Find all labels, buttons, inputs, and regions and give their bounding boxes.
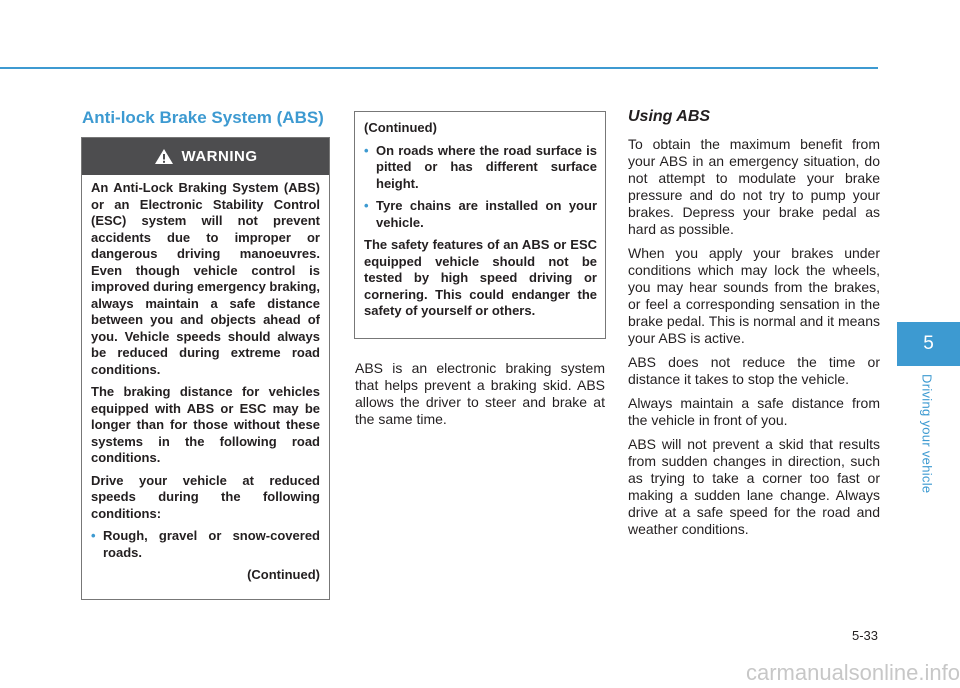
abs-description-column [355,360,605,435]
warning-paragraph: An Anti-Lock Braking System (ABS) or an Electronic Stability Control (ESC) system will not prevent accidents due to improper or dangerous driving manoeuvres. Even though vehicle control is improved during emergency braking, always maintain a safe distance between you and objects ahead of you. Vehicle speeds should always be reduced during extreme road conditions. [91,180,320,377]
continued-note: (Continued) [247,567,320,582]
bullet-text: Rough, gravel or snow-covered roads. [103,528,320,560]
chapter-tab [897,322,960,366]
abs-description: ABS is an electronic braking system that helps prevent a braking skid. ABS allows the driver to steer and brake at the same time. [355,360,605,427]
bullet-dot-icon: • [364,142,369,158]
continued-warning-box [354,111,606,339]
warning-label: WARNING [181,148,258,165]
warning-body [82,175,329,584]
using-abs-heading: Using ABS [628,108,711,125]
bullet-text: Tyre chains are installed on your vehicle. [376,198,597,230]
body-paragraph: ABS does not reduce the time or distance it takes to stop the vehicle. [628,354,880,387]
continued-paragraph: The safety features of an ABS or ESC equipped vehicle should not be tested by high speed driving or cornering. This could endanger the safety of yourself or others. [364,237,597,318]
warning-header [82,138,329,175]
bullet-dot-icon: • [91,528,96,543]
continued-header: (Continued) [364,120,437,135]
warning-box [81,137,330,600]
continued-bullet [364,198,597,231]
warning-paragraph: Drive your vehicle at reduced speeds during the following conditions: [91,472,320,521]
chapter-label: Driving your vehicle [919,374,935,494]
warning-paragraph: The braking distance for vehicles equipped with ABS or ESC may be longer than for those without these systems in the following road conditions. [91,384,320,465]
page-number: 5-33 [851,628,878,643]
chapter-number: 5 [923,333,934,354]
body-paragraph: Always maintain a safe distance from the vehicle in front of you. [628,395,880,428]
body-paragraph: To obtain the maximum benefit from your ABS in an emergency situation, do not attempt to modulate your brake pressure and do not try to pump your brakes. Depress your brake pedal as hard as possible. [628,136,880,237]
watermark: carmanualsonline.info [745,660,960,685]
continued-bullet [364,143,597,193]
bullet-text: On roads where the road surface is pitted or has different surface height. [376,142,597,191]
using-abs-column [628,108,880,545]
body-paragraph: When you apply your brakes under conditions which may lock the wheels, you may hear sounds from the brakes, or feel a corresponding sensation in the brake pedal. This is normal and it means your ABS is active. [628,245,880,346]
warning-triangle-icon [154,148,174,165]
warning-bullet [91,528,320,561]
body-paragraph: ABS will not prevent a skid that results from sudden changes in direction, such as trying to take a corner too fast or making a sudden lane change. Always drive at a safe speed for the road and weather conditions. [628,436,880,537]
header-rule [0,67,878,69]
section-title: Anti-lock Brake System (ABS) [82,108,324,127]
bullet-dot-icon: • [364,198,369,213]
